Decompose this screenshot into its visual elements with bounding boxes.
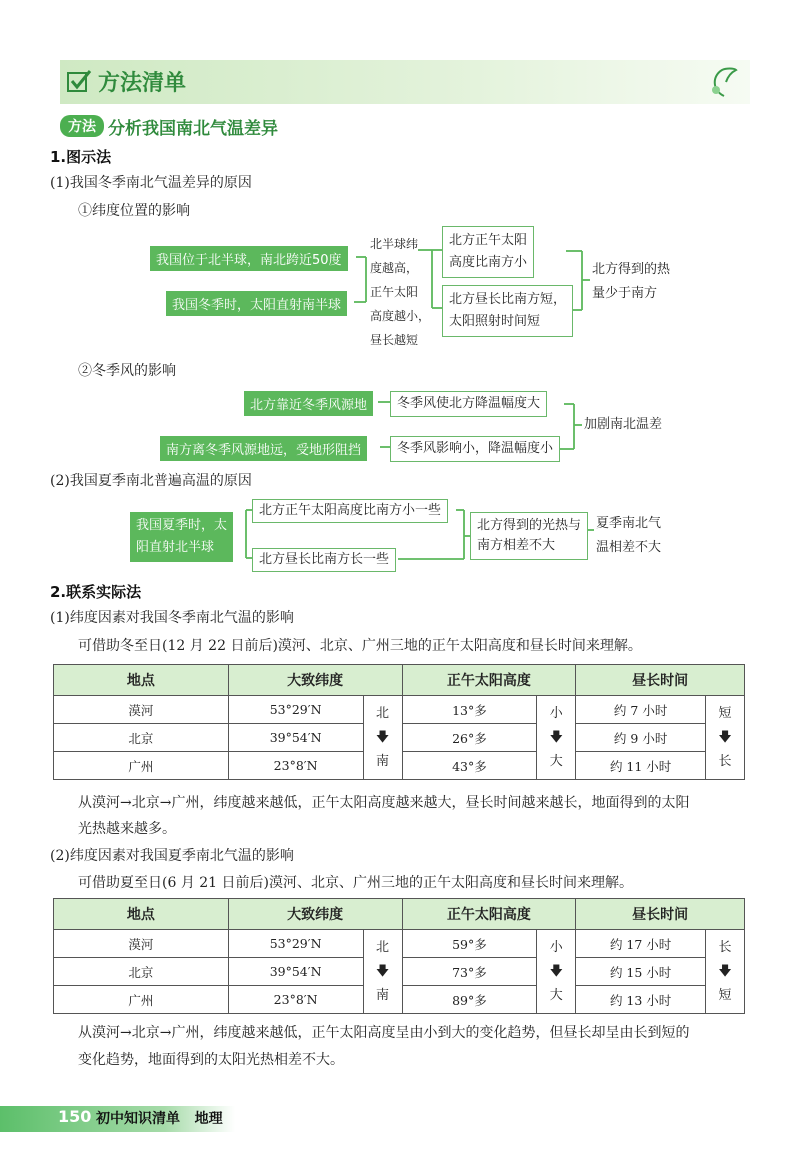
d3-heat-box: 北方得到的光热与 南方相差不大 <box>470 512 588 560</box>
col-header: 正午太阳高度 <box>402 665 576 696</box>
conclusion2-line2: 变化趋势，地面得到的太阳光热相差不大。 <box>78 1052 344 1068</box>
arrow-down-icon: 🡇 <box>549 729 563 745</box>
d3-result: 夏季南北气 温相差不大 <box>596 516 662 555</box>
col-header: 大致纬度 <box>228 899 402 930</box>
d3-fact-summer: 我国夏季时，太 阳直射北半球 <box>130 512 233 562</box>
sec1-item2: ②冬季风的影响 <box>78 363 176 379</box>
page-title: 方法清单 <box>98 71 187 96</box>
summer-table <box>53 898 745 1014</box>
sec1-sub2: (2)我国夏季南北普遍高温的原因 <box>50 473 252 489</box>
arrow-down-icon: 🡇 <box>375 963 390 979</box>
d2-result: 加剧南北温差 <box>584 417 663 432</box>
col-header: 地点 <box>54 665 229 696</box>
sun-direction: 小 🡇 大 <box>537 930 576 1014</box>
d1-mid-text: 北半球纬 度越高， 正午太阳 高度越小， 昼长越短 <box>370 237 431 347</box>
d1-result: 北方得到的热 量少于南方 <box>592 262 671 301</box>
d3-sun-height-box: 北方正午太阳高度比南方小一些 <box>252 499 448 523</box>
winter-table <box>53 664 745 780</box>
method-tag: 方法 <box>60 115 104 137</box>
sun-direction: 小 🡇 大 <box>537 696 576 780</box>
conclusion2-line1: 从漠河→北京→广州，纬度越来越低，正午太阳高度呈由小到大的变化趋势，但昼长却呈由长到短的 <box>78 1025 690 1041</box>
conclusion1-line2: 光热越来越多。 <box>78 821 176 837</box>
sec1-item1: ①纬度位置的影响 <box>78 203 190 219</box>
leaf-icon <box>706 64 742 100</box>
sec2-sub2: (2)纬度因素对我国夏季南北气温的影响 <box>50 848 294 864</box>
page-number: 150 <box>58 1107 92 1126</box>
table-row: 广州 23°8′N 43°多 约 11 小时 <box>54 752 745 780</box>
arrow-down-icon: 🡇 <box>375 729 390 745</box>
col-header: 昼长时间 <box>576 899 745 930</box>
footer-text: 初中知识清单 地理 <box>96 1111 223 1127</box>
sec2-sub1: (1)纬度因素对我国冬季南北气温的影响 <box>50 610 294 626</box>
lat-direction: 北 🡇 南 <box>363 930 402 1014</box>
sec2-intro1: 可借助冬至日(12 月 22 日前后)漠河、北京、广州三地的正午太阳高度和昼长时间来理解。 <box>78 638 642 654</box>
d1-fact-latitude: 我国位于北半球，南北跨近50度 <box>150 246 348 271</box>
table-row: 北京 39°54′N 73°多 约 15 小时 <box>54 958 745 986</box>
day-direction: 短 🡇 长 <box>706 696 745 780</box>
table-row: 漠河 53°29′N 北 🡇 南 59°多 小 🡇 大 约 17 小时 长 🡇 短 <box>54 930 745 958</box>
col-header: 地点 <box>54 899 229 930</box>
section1-heading: 1.图示法 <box>50 148 112 166</box>
checkbox-icon <box>66 68 92 94</box>
arrow-down-icon: 🡇 <box>718 963 732 979</box>
conclusion1-line1: 从漠河→北京→广州，纬度越来越低，正午太阳高度越来越大，昼长时间越来越长，地面得到的太阳 <box>78 795 690 811</box>
table-row: 北京 39°54′N 26°多 约 9 小时 <box>54 724 745 752</box>
col-header: 昼长时间 <box>576 665 745 696</box>
d1-fact-winter: 我国冬季时，太阳直射南半球 <box>166 291 347 316</box>
d2-fact-north: 北方靠近冬季风源地 <box>244 391 373 416</box>
table-row: 广州 23°8′N 89°多 约 13 小时 <box>54 986 745 1014</box>
d2-south-effect: 冬季风影响小，降温幅度小 <box>390 436 560 462</box>
lat-direction: 北 🡇 南 <box>363 696 402 780</box>
d2-north-effect: 冬季风使北方降温幅度大 <box>390 391 547 417</box>
d1-day-length-box: 北方昼长比南方短， 太阳照射时间短 <box>442 285 573 337</box>
arrow-down-icon: 🡇 <box>718 729 732 745</box>
d1-sun-height-box: 北方正午太阳 高度比南方小 <box>442 226 534 278</box>
col-header: 正午太阳高度 <box>402 899 576 930</box>
arrow-down-icon: 🡇 <box>549 963 563 979</box>
sec2-intro2: 可借助夏至日(6 月 21 日前后)漠河、北京、广州三地的正午太阳高度和昼长时间来理解。 <box>78 875 633 891</box>
d3-day-length-box: 北方昼长比南方长一些 <box>252 548 396 572</box>
sec1-sub1: (1)我国冬季南北气温差异的原因 <box>50 175 252 191</box>
day-direction: 长 🡇 短 <box>706 930 745 1014</box>
d2-fact-south: 南方离冬季风源地远，受地形阻挡 <box>160 436 367 461</box>
col-header: 大致纬度 <box>228 665 402 696</box>
table-row: 漠河 53°29′N 北 🡇 南 13°多 小 🡇 大 约 7 小时 短 🡇 长 <box>54 696 745 724</box>
section2-heading: 2.联系实际法 <box>50 583 142 601</box>
method-title: 分析我国南北气温差异 <box>108 119 278 139</box>
